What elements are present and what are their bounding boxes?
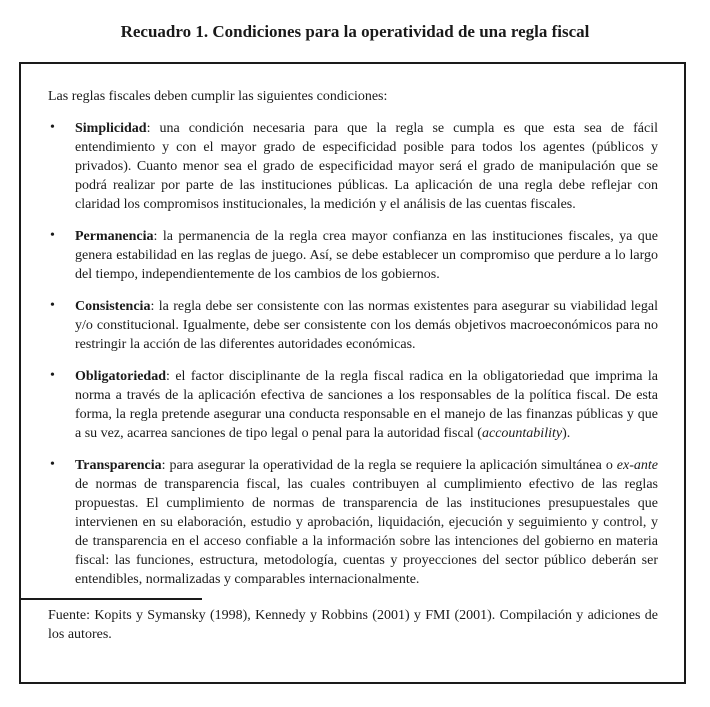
footnote-divider — [21, 598, 202, 600]
item-text — [75, 299, 658, 352]
intro-text: Las reglas fiscales deben cumplir las siguientes condiciones: — [48, 89, 388, 104]
source-note: Fuente: Kopits y Symansky (1998), Kennedy y Robbins (2001) y FMI (2001). Compilación y adiciones de los autores. — [48, 608, 658, 642]
item-term: Simplicidad — [75, 121, 147, 136]
bullet-icon: • — [50, 298, 55, 313]
item-body-end: de normas de transparencia fiscal, las cuales contribuyen al cumplimiento efectivo de las reglas propuestas. El cumplimiento de normas de transparencia de las instituciones presupuestales que intervienen en su elaboración, estudio y aprobación, liquidación, ejecución y seguimiento y control, y de transparencia en el acceso confiable a la información sobre las intenciones del gobierno en materia fiscal: las funciones, estructura, metodología, cuentas y proyecciones del sector público deberán ser entendibles, normalizadas y comparables internacionalmente. — [75, 477, 658, 587]
item-italic: ex-ante — [616, 458, 658, 473]
page-title: Recuadro 1. Condiciones para la operatividad de una regla fiscal — [120, 22, 590, 41]
bullet-icon: • — [50, 457, 55, 472]
bullet-icon: • — [50, 120, 55, 135]
list-item-transparencia — [48, 456, 658, 589]
item-text — [75, 229, 658, 282]
conditions-list — [48, 119, 658, 589]
list-item-simplicidad — [48, 119, 658, 214]
item-term: Permanencia — [75, 229, 154, 244]
item-italic: accountability — [481, 426, 563, 441]
list-item-consistencia — [48, 297, 658, 354]
item-text — [75, 458, 658, 587]
item-body: : la regla debe ser consistente con las normas existentes para asegurar su viabilidad legal y/o constitucional. Igualmente, debe ser consistente con los demás objetivos macroeconómicos para no restringir la acción de las diferentes autoridades económicas. — [75, 299, 658, 352]
item-body: : la permanencia de la regla crea mayor confianza en las instituciones fiscales, ya que genera estabilidad en las reglas de juego. Así, se debe establecer un compromiso que perdure a lo largo del tiempo, independientemente de los cambios de los gobiernos. — [75, 229, 658, 282]
bullet-icon: • — [50, 368, 55, 383]
item-term: Transparencia — [75, 458, 162, 473]
item-body: : una condición necesaria para que la regla se cumpla es que esta sea de fácil entendimiento y con el mayor grado de especificidad posible para todos los agentes (públicos y privados). Cuanto menor sea el grado de especificidad mayor será el grado de manipulación que se podrá realizar por parte de las instituciones públicas. La aplicación de una regla debe reflejar con claridad los compromisos institucionales, la medición y el análisis de las cuentas fiscales. — [75, 121, 658, 212]
content-box — [19, 62, 686, 684]
item-body: : el factor disciplinante de la regla fiscal radica en la obligatoriedad que imprima la norma a través de la aplicación efectiva de sanciones a los responsables de la política fiscal. De esta forma, la regla pretende asegurar una conducta responsable en el manejo de las finanzas públicas y que a su vez, acarrea sanciones de tipo legal o penal para la autoridad fiscal ( — [75, 369, 658, 441]
list-item-permanencia — [48, 227, 658, 284]
item-body: : para asegurar la operatividad de la regla se requiere la aplicación simultánea o — [161, 458, 617, 473]
item-body-end: ). — [562, 426, 571, 441]
item-term: Obligatoriedad — [75, 369, 167, 384]
item-text — [75, 121, 658, 212]
list-item-obligatoriedad — [48, 367, 658, 443]
bullet-icon: • — [50, 228, 55, 243]
item-text — [75, 369, 658, 441]
item-term: Consistencia — [75, 299, 151, 314]
